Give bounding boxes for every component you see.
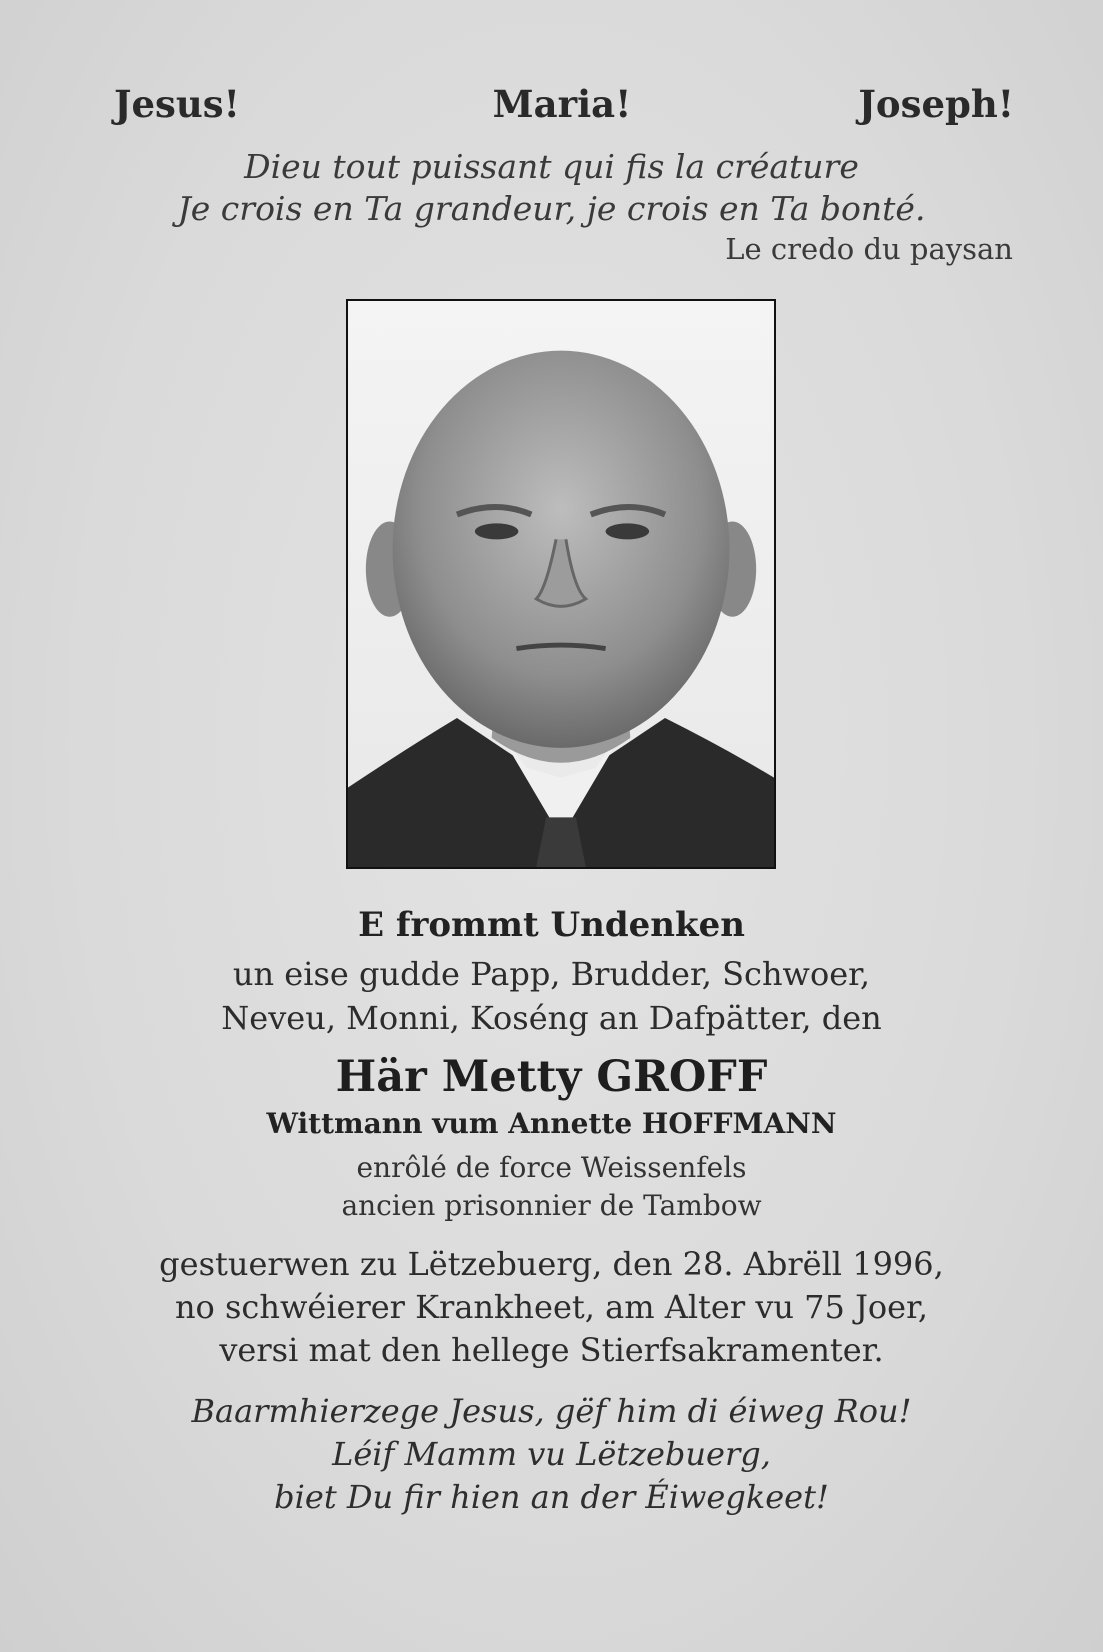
poem: [0, 146, 1103, 230]
spouse-line: Wittmann vum Annette HOFFMANN: [266, 1107, 837, 1140]
info-line-1: enrôlé de force Weissenfels: [356, 1151, 747, 1184]
poem-attribution: Le credo du paysan: [725, 232, 1013, 266]
prayer-line-2: Léif Mamm vu Lëtzebuerg,: [332, 1435, 771, 1473]
memorial-line-2: Neveu, Monni, Koséng an Dafpätter, den: [221, 999, 882, 1037]
death-line-1: gestuerwen zu Lëtzebuerg, den 28. Abrëll 1996,: [159, 1245, 944, 1283]
memorial-line-1: un eise gudde Papp, Brudder, Schwoer,: [232, 955, 871, 993]
death-line-3: versi mat den hellege Stierfsakramenter.: [219, 1331, 884, 1369]
header-jesus: Jesus!: [114, 82, 240, 126]
portrait-photo: [346, 299, 776, 869]
deceased-name: Här Metty GROFF: [335, 1052, 768, 1102]
header-maria: Maria!: [492, 82, 632, 126]
prayer-line-1: Baarmhierzege Jesus, gëf him di éiweg Rou!: [191, 1392, 912, 1430]
death-line-2: no schwéierer Krankheet, am Alter vu 75 Joer,: [174, 1288, 929, 1326]
memorial-title: E frommt Undenken: [358, 905, 745, 945]
info-line-2: ancien prisonnier de Tambow: [341, 1189, 762, 1222]
prayer-line-3: biet Du fir hien an der Éiwegkeet!: [274, 1478, 829, 1516]
poem-line-1: Dieu tout puissant qui fis la créature: [244, 147, 859, 186]
poem-line-2: Je crois en Ta grandeur, je crois en Ta bonté.: [177, 189, 926, 228]
portrait-image: [348, 301, 774, 867]
header-joseph: Joseph!: [858, 82, 1014, 126]
header-row: [110, 82, 1014, 132]
